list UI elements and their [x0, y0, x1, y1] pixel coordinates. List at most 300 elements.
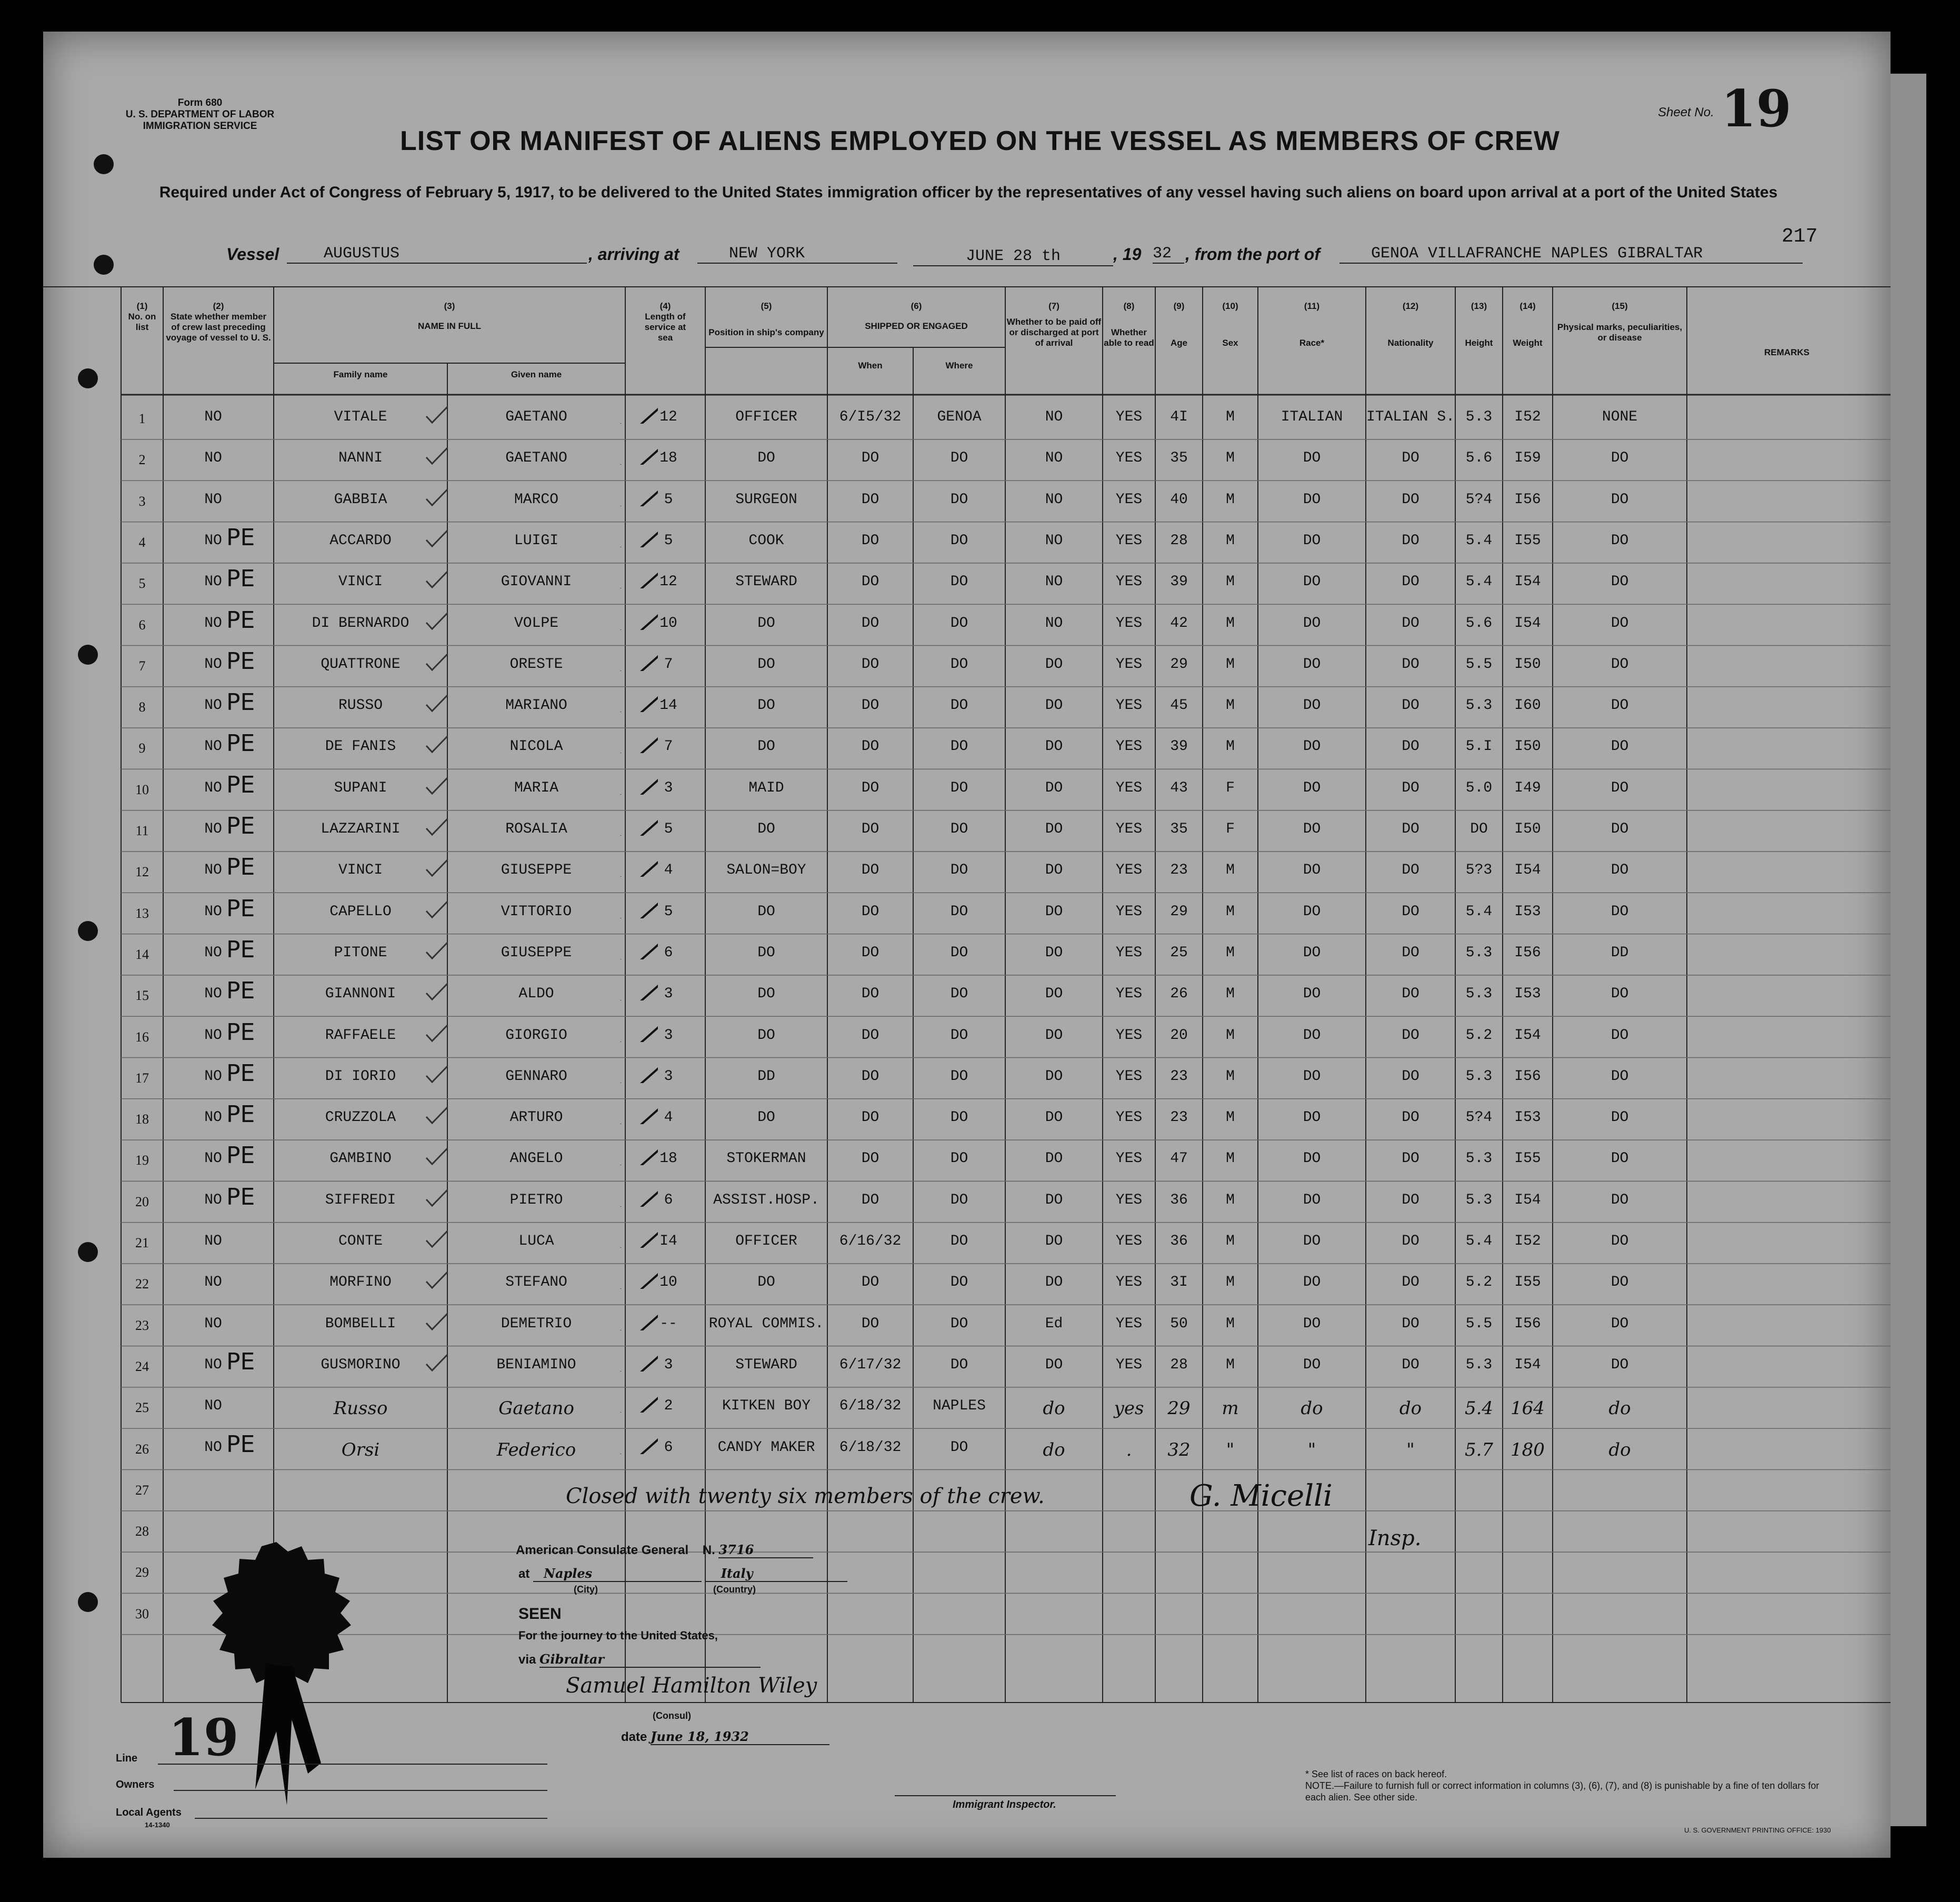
cell-nat: DO	[1402, 986, 1419, 1003]
cell-race: DO	[1303, 738, 1321, 755]
cell-prev: NO	[204, 409, 222, 425]
at-label: at	[518, 1567, 530, 1581]
consul-date: June 18, 1932	[651, 1729, 829, 1745]
header-col5-num: (5)	[761, 301, 772, 311]
cell-prev: NO	[204, 615, 222, 632]
cell-service: --	[659, 1315, 677, 1332]
year-prefix: , 19	[1113, 245, 1142, 264]
cell-when: DO	[861, 1068, 879, 1085]
cell-where: DO	[950, 450, 968, 467]
cell-given: GIOVANNI	[501, 574, 572, 590]
cell-marks: DO	[1611, 491, 1629, 508]
consulate-line	[516, 1542, 813, 1558]
cell-read: YES	[1115, 1192, 1143, 1208]
row-number: 6	[138, 617, 146, 633]
service-checkmark	[616, 845, 658, 877]
cell-race: DO	[1303, 574, 1321, 590]
cell-service: 4	[664, 1109, 673, 1126]
cell-read: YES	[1115, 779, 1143, 796]
cell-height: 5?4	[1465, 1109, 1493, 1126]
cell-service: 3	[664, 1027, 673, 1044]
cell-weight: I49	[1514, 779, 1541, 796]
row-number: 14	[135, 946, 149, 962]
service-checkmark	[616, 1010, 658, 1042]
via-port: Gibraltar	[539, 1651, 761, 1668]
cell-nat: DO	[1402, 779, 1419, 796]
cell-prev: NO	[204, 821, 222, 837]
cell-paid: DO	[1045, 656, 1063, 673]
cell-nat: DO	[1402, 1192, 1419, 1208]
row-number: 23	[135, 1317, 149, 1333]
cell-position: MAID	[748, 779, 784, 796]
cell-age: 36	[1170, 1192, 1188, 1208]
service-checkmark	[616, 887, 658, 918]
header-col3	[274, 301, 625, 332]
cell-family: BOMBELLI	[325, 1315, 396, 1332]
cell-marks: DO	[1611, 986, 1629, 1003]
header-col4-num: (4)	[659, 301, 671, 311]
header-col9-text: Age	[1170, 338, 1188, 348]
cell-marks: DO	[1611, 1315, 1629, 1332]
immigrant-inspector-label: Immigrant Inspector.	[953, 1799, 1056, 1810]
cell-weight: I59	[1514, 450, 1541, 467]
cell-marks: DO	[1611, 862, 1629, 879]
cell-sex: M	[1226, 615, 1235, 632]
vessel-label: Vessel	[226, 245, 279, 264]
cell-nat: DO	[1402, 1356, 1419, 1373]
cell-when: 6/16/32	[839, 1233, 902, 1249]
cell-position: DD	[757, 1068, 775, 1085]
pe-mark: PE	[226, 565, 255, 593]
row-number: 18	[135, 1112, 149, 1127]
cell-race: DO	[1303, 944, 1321, 961]
arrival-date: JUNE 28 th	[966, 247, 1061, 265]
cell-prev: NO	[204, 944, 222, 961]
cell-service: 5	[664, 491, 673, 508]
cell-when: DO	[861, 1027, 879, 1044]
cell-where: NAPLES	[933, 1398, 986, 1415]
arrival-year: 32	[1153, 245, 1184, 264]
binder-hole	[94, 154, 114, 174]
cell-given: MARCO	[514, 491, 558, 508]
cell-weight: I50	[1514, 738, 1541, 755]
consulate-n-label: N.	[702, 1543, 715, 1557]
header-col13-num: (13)	[1471, 301, 1487, 311]
pe-mark: PE	[226, 606, 255, 634]
cell-family: QUATTRONE	[321, 656, 401, 673]
cell-where: DO	[950, 697, 968, 714]
cell-paid: DO	[1045, 1233, 1063, 1249]
cell-age: 45	[1170, 697, 1188, 714]
cell-family: PITONE	[334, 944, 387, 961]
city-label: (City)	[574, 1584, 598, 1595]
cell-when: DO	[861, 656, 879, 673]
sheet-label: Sheet No.	[1658, 105, 1714, 119]
service-checkmark	[616, 433, 658, 465]
name-checkmark	[424, 734, 466, 766]
pe-mark: PE	[226, 647, 255, 675]
row-number: 30	[135, 1606, 149, 1621]
cell-age: 35	[1170, 821, 1188, 837]
pe-mark: PE	[226, 1101, 255, 1128]
header-where: Where	[945, 361, 973, 371]
cell-family: DE FANIS	[325, 738, 396, 755]
local-agents-label: Local Agents	[116, 1807, 182, 1818]
cell-where: DO	[950, 903, 968, 920]
service-checkmark	[616, 598, 658, 630]
cell-read: YES	[1115, 1233, 1143, 1249]
cell-nat: DO	[1402, 450, 1419, 467]
consulate-city: Naples	[533, 1566, 702, 1582]
cell-given: GAETANO	[505, 409, 567, 425]
row-number: 12	[135, 864, 149, 880]
cell-race: DO	[1303, 821, 1321, 837]
header-col12-text: Nationality	[1387, 338, 1434, 348]
cell-weight: I54	[1514, 574, 1541, 590]
cell-prev: NO	[204, 1027, 222, 1044]
cell-age: 23	[1170, 862, 1188, 879]
header-col10-text: Sex	[1222, 338, 1238, 348]
header-col6-text: SHIPPED OR ENGAGED	[865, 321, 968, 331]
service-checkmark	[616, 639, 658, 671]
form-number: Form 680	[177, 97, 223, 108]
row-number: 25	[135, 1400, 149, 1416]
cell-height: 5.5	[1465, 1315, 1493, 1332]
cell-family: NANNI	[338, 450, 383, 467]
cell-nat: DO	[1402, 821, 1419, 837]
cell-age: 29	[1170, 656, 1188, 673]
cell-age: 47	[1170, 1150, 1188, 1167]
cell-position: STOKERMAN	[726, 1150, 806, 1167]
name-checkmark	[424, 1105, 466, 1137]
cell-paid: DO	[1045, 738, 1063, 755]
cell-position: DO	[757, 450, 775, 467]
cell-when: 6/I5/32	[839, 409, 902, 425]
cell-given: ARTURO	[509, 1109, 563, 1126]
cell-age: 26	[1170, 986, 1188, 1003]
cell-race: DO	[1303, 1068, 1321, 1085]
cell-nat: DO	[1402, 615, 1419, 632]
cell-position: COOK	[748, 532, 784, 549]
cell-marks: DO	[1611, 1150, 1629, 1167]
cell-race: DO	[1303, 1027, 1321, 1044]
cell-where: DO	[950, 1356, 968, 1373]
line-label: Line	[116, 1753, 138, 1764]
name-checkmark	[424, 817, 466, 848]
header-col1	[121, 301, 163, 333]
cell-when: DO	[861, 697, 879, 714]
cell-weight: I53	[1514, 903, 1541, 920]
cell-given: Federico	[496, 1439, 576, 1460]
page-number: 217	[1782, 225, 1818, 248]
cell-height: 5.I	[1465, 738, 1493, 755]
cell-weight: I55	[1514, 1274, 1541, 1291]
cell-height: 5.4	[1465, 532, 1493, 549]
cell-family: VITALE	[334, 409, 387, 425]
department-name: U. S. DEPARTMENT OF LABOR	[125, 109, 275, 120]
pe-mark: PE	[226, 936, 255, 963]
pe-mark: PE	[226, 977, 255, 1005]
from-label: , from the port of	[1185, 245, 1320, 264]
cell-where: DO	[950, 574, 968, 590]
cell-prev: NO	[204, 656, 222, 673]
cell-sex: M	[1226, 491, 1235, 508]
cell-prev: NO	[204, 450, 222, 467]
cell-age: 29	[1167, 1398, 1191, 1419]
page-title: LIST OR MANIFEST OF ALIENS EMPLOYED ON THE VESSEL AS MEMBERS OF CREW	[400, 126, 1560, 156]
cell-marks: DO	[1611, 615, 1629, 632]
cell-given: VOLPE	[514, 615, 558, 632]
cell-nat: DO	[1402, 944, 1419, 961]
cell-age: 35	[1170, 450, 1188, 467]
row-number: 24	[135, 1358, 149, 1374]
cell-height: 5.6	[1465, 615, 1493, 632]
cell-read: YES	[1115, 1109, 1143, 1126]
cell-weight: I60	[1514, 697, 1541, 714]
pe-mark: PE	[226, 1018, 255, 1046]
cell-sex: M	[1226, 1150, 1235, 1167]
via-label: via	[518, 1653, 536, 1667]
consulate-location	[518, 1566, 847, 1582]
cell-marks: DO	[1611, 532, 1629, 549]
cell-weight: 164	[1511, 1398, 1545, 1419]
cell-when: DO	[861, 1192, 879, 1208]
cell-family: VINCI	[338, 574, 383, 590]
cell-prev: NO	[204, 1274, 222, 1291]
pe-mark: PE	[226, 1430, 255, 1458]
row-number: 26	[135, 1441, 149, 1457]
cell-read: YES	[1115, 615, 1143, 632]
cell-age: 28	[1170, 1356, 1188, 1373]
owners-label: Owners	[116, 1779, 155, 1790]
cell-weight: I54	[1514, 615, 1541, 632]
cell-race: DO	[1303, 615, 1321, 632]
cell-race: DO	[1303, 450, 1321, 467]
cell-family: CONTE	[338, 1233, 383, 1249]
header-col7-num: (7)	[1048, 301, 1059, 311]
wax-seal	[197, 1542, 355, 1837]
header-col13	[1455, 301, 1503, 348]
cell-read: YES	[1115, 1027, 1143, 1044]
cell-position: STEWARD	[735, 574, 797, 590]
cell-weight: I53	[1514, 986, 1541, 1003]
service-checkmark	[616, 516, 658, 547]
printer-imprint: U. S. GOVERNMENT PRINTING OFFICE: 1930	[1684, 1826, 1831, 1834]
cell-given: GIUSEPPE	[501, 862, 572, 879]
cell-prev: NO	[204, 1398, 222, 1415]
cell-given: VITTORIO	[501, 903, 572, 920]
cell-race: DO	[1303, 1150, 1321, 1167]
cell-given: ORESTE	[509, 656, 563, 673]
cell-marks: DO	[1611, 1233, 1629, 1249]
row-number: 10	[135, 782, 149, 797]
header-col2-num: (2)	[213, 301, 224, 311]
cell-nat: DO	[1402, 738, 1419, 755]
service-checkmark	[616, 1423, 658, 1454]
cell-given: LUCA	[518, 1233, 554, 1249]
cell-when: DO	[861, 821, 879, 837]
cell-where: DO	[950, 1109, 968, 1126]
cell-sex: F	[1226, 779, 1235, 796]
name-checkmark	[424, 1188, 466, 1219]
row-number: 11	[135, 823, 149, 838]
row-number: 27	[135, 1482, 149, 1498]
cell-weight: I52	[1514, 1233, 1541, 1249]
cell-position: DO	[757, 697, 775, 714]
cell-weight: I55	[1514, 1150, 1541, 1167]
header-col15-num: (15)	[1612, 301, 1628, 311]
cell-given: LUIGI	[514, 532, 558, 549]
cell-paid: do	[1043, 1439, 1065, 1460]
cell-service: I4	[659, 1233, 677, 1249]
name-checkmark	[424, 652, 466, 684]
cell-prev: NO	[204, 574, 222, 590]
header-col1-text: No. on list	[128, 312, 156, 332]
cell-age: 20	[1170, 1027, 1188, 1044]
page-subtitle: Required under Act of Congress of February 5, 1917, to be delivered to the United States immigration officer by the representatives of any vessel having such aliens on board upon arrival at a port of the United States	[159, 184, 1778, 201]
cell-read: YES	[1115, 862, 1143, 879]
cell-position: ROYAL COMMIS.	[708, 1315, 824, 1332]
cell-sex: "	[1226, 1439, 1235, 1460]
cell-family: RUSSO	[338, 697, 383, 714]
header-col1-num: (1)	[136, 301, 148, 311]
row-number: 20	[135, 1194, 149, 1209]
cell-weight: I56	[1514, 1315, 1541, 1332]
form-code: 14-1340	[145, 1821, 170, 1829]
cell-race: DO	[1303, 862, 1321, 879]
cell-service: 3	[664, 1356, 673, 1373]
cell-paid: DO	[1045, 821, 1063, 837]
cell-where: DO	[950, 1274, 968, 1291]
cell-family: Orsi	[341, 1439, 380, 1460]
cell-sex: M	[1226, 903, 1235, 920]
cell-race: DO	[1303, 532, 1321, 549]
cell-when: DO	[861, 1274, 879, 1291]
cell-family: VINCI	[338, 862, 383, 879]
service-checkmark	[616, 1052, 658, 1083]
cell-sex: M	[1226, 1356, 1235, 1373]
cell-weight: I53	[1514, 1109, 1541, 1126]
cell-weight: I54	[1514, 1027, 1541, 1044]
cell-when: DO	[861, 450, 879, 467]
header-col14-text: Weight	[1513, 338, 1543, 348]
cell-given: GIUSEPPE	[501, 944, 572, 961]
cell-marks: DO	[1611, 738, 1629, 755]
header-remarks: REMARKS	[1764, 347, 1809, 357]
cell-position: DO	[757, 903, 775, 920]
vessel-name: AUGUSTUS	[287, 245, 587, 264]
cell-position: DO	[757, 738, 775, 755]
cell-race: DO	[1303, 491, 1321, 508]
cell-height: 5.3	[1465, 986, 1493, 1003]
cell-when: DO	[861, 615, 879, 632]
cell-family: ACCARDO	[329, 532, 392, 549]
cell-height: 5.3	[1465, 1068, 1493, 1085]
cell-position: CANDY MAKER	[717, 1439, 815, 1456]
cell-nat: ITALIAN S.	[1366, 409, 1455, 425]
cell-sex: M	[1226, 986, 1235, 1003]
cell-height: 5.7	[1464, 1439, 1494, 1460]
service-name: IMMIGRATION SERVICE	[143, 121, 257, 132]
cell-family: DI BERNARDO	[312, 615, 409, 632]
cell-sex: M	[1226, 1233, 1235, 1249]
cell-paid: Ed	[1045, 1315, 1063, 1332]
service-checkmark	[616, 1340, 658, 1372]
inspector-signature: G. Micelli	[1189, 1479, 1333, 1513]
cell-paid: NO	[1045, 532, 1063, 549]
name-checkmark	[424, 528, 466, 560]
cell-paid: DO	[1045, 697, 1063, 714]
cell-where: DO	[950, 738, 968, 755]
row-number: 19	[135, 1153, 149, 1168]
cell-paid: DO	[1045, 1274, 1063, 1291]
header-col9	[1155, 301, 1203, 348]
header-col14-num: (14)	[1519, 301, 1536, 311]
cell-nat: DO	[1402, 1109, 1419, 1126]
cell-prev: NO	[204, 697, 222, 714]
cell-position: SALON=BOY	[726, 862, 806, 879]
cell-marks: DO	[1611, 1192, 1629, 1208]
cell-service: 12	[659, 574, 677, 590]
cell-given: NICOLA	[509, 738, 563, 755]
cell-sex: M	[1226, 697, 1235, 714]
name-checkmark	[424, 487, 466, 519]
cell-when: DO	[861, 738, 879, 755]
cell-position: STEWARD	[735, 1356, 797, 1373]
row-number: 4	[138, 534, 146, 550]
cell-prev: NO	[204, 1192, 222, 1208]
cell-marks: DO	[1611, 1356, 1629, 1373]
cell-sex: F	[1226, 821, 1235, 837]
cell-paid: DO	[1045, 862, 1063, 879]
cell-age: 50	[1170, 1315, 1188, 1332]
cell-sex: M	[1226, 574, 1235, 590]
cell-race: DO	[1303, 1356, 1321, 1373]
cell-sex: M	[1226, 1315, 1235, 1332]
cell-given: ROSALIA	[505, 821, 567, 837]
name-checkmark	[424, 1023, 466, 1055]
name-checkmark	[424, 569, 466, 601]
service-checkmark	[616, 1257, 658, 1289]
cell-read: YES	[1115, 986, 1143, 1003]
cell-prev: NO	[204, 532, 222, 549]
cell-read: YES	[1115, 491, 1143, 508]
binder-hole	[78, 921, 98, 941]
cell-given: GAETANO	[505, 450, 567, 467]
pe-mark: PE	[226, 689, 255, 716]
cell-weight: I52	[1514, 409, 1541, 425]
cell-when: 6/17/32	[839, 1356, 902, 1373]
cell-nat: DO	[1402, 1274, 1419, 1291]
cell-service: 2	[664, 1398, 673, 1415]
service-checkmark	[616, 680, 658, 712]
cell-height: DO	[1470, 821, 1488, 837]
binder-hole	[78, 1242, 98, 1262]
cell-prev: NO	[204, 862, 222, 879]
cell-where: DO	[950, 986, 968, 1003]
cell-when: DO	[861, 1315, 879, 1332]
name-checkmark	[424, 982, 466, 1013]
cell-nat: DO	[1402, 1027, 1419, 1044]
cell-race: DO	[1303, 1274, 1321, 1291]
cell-height: 5.3	[1465, 1356, 1493, 1373]
header-col12	[1366, 301, 1455, 348]
name-checkmark	[424, 1229, 466, 1260]
cell-when: DO	[861, 862, 879, 879]
cell-when: DO	[861, 491, 879, 508]
cell-where: DO	[950, 1027, 968, 1044]
cell-prev: NO	[204, 1068, 222, 1085]
